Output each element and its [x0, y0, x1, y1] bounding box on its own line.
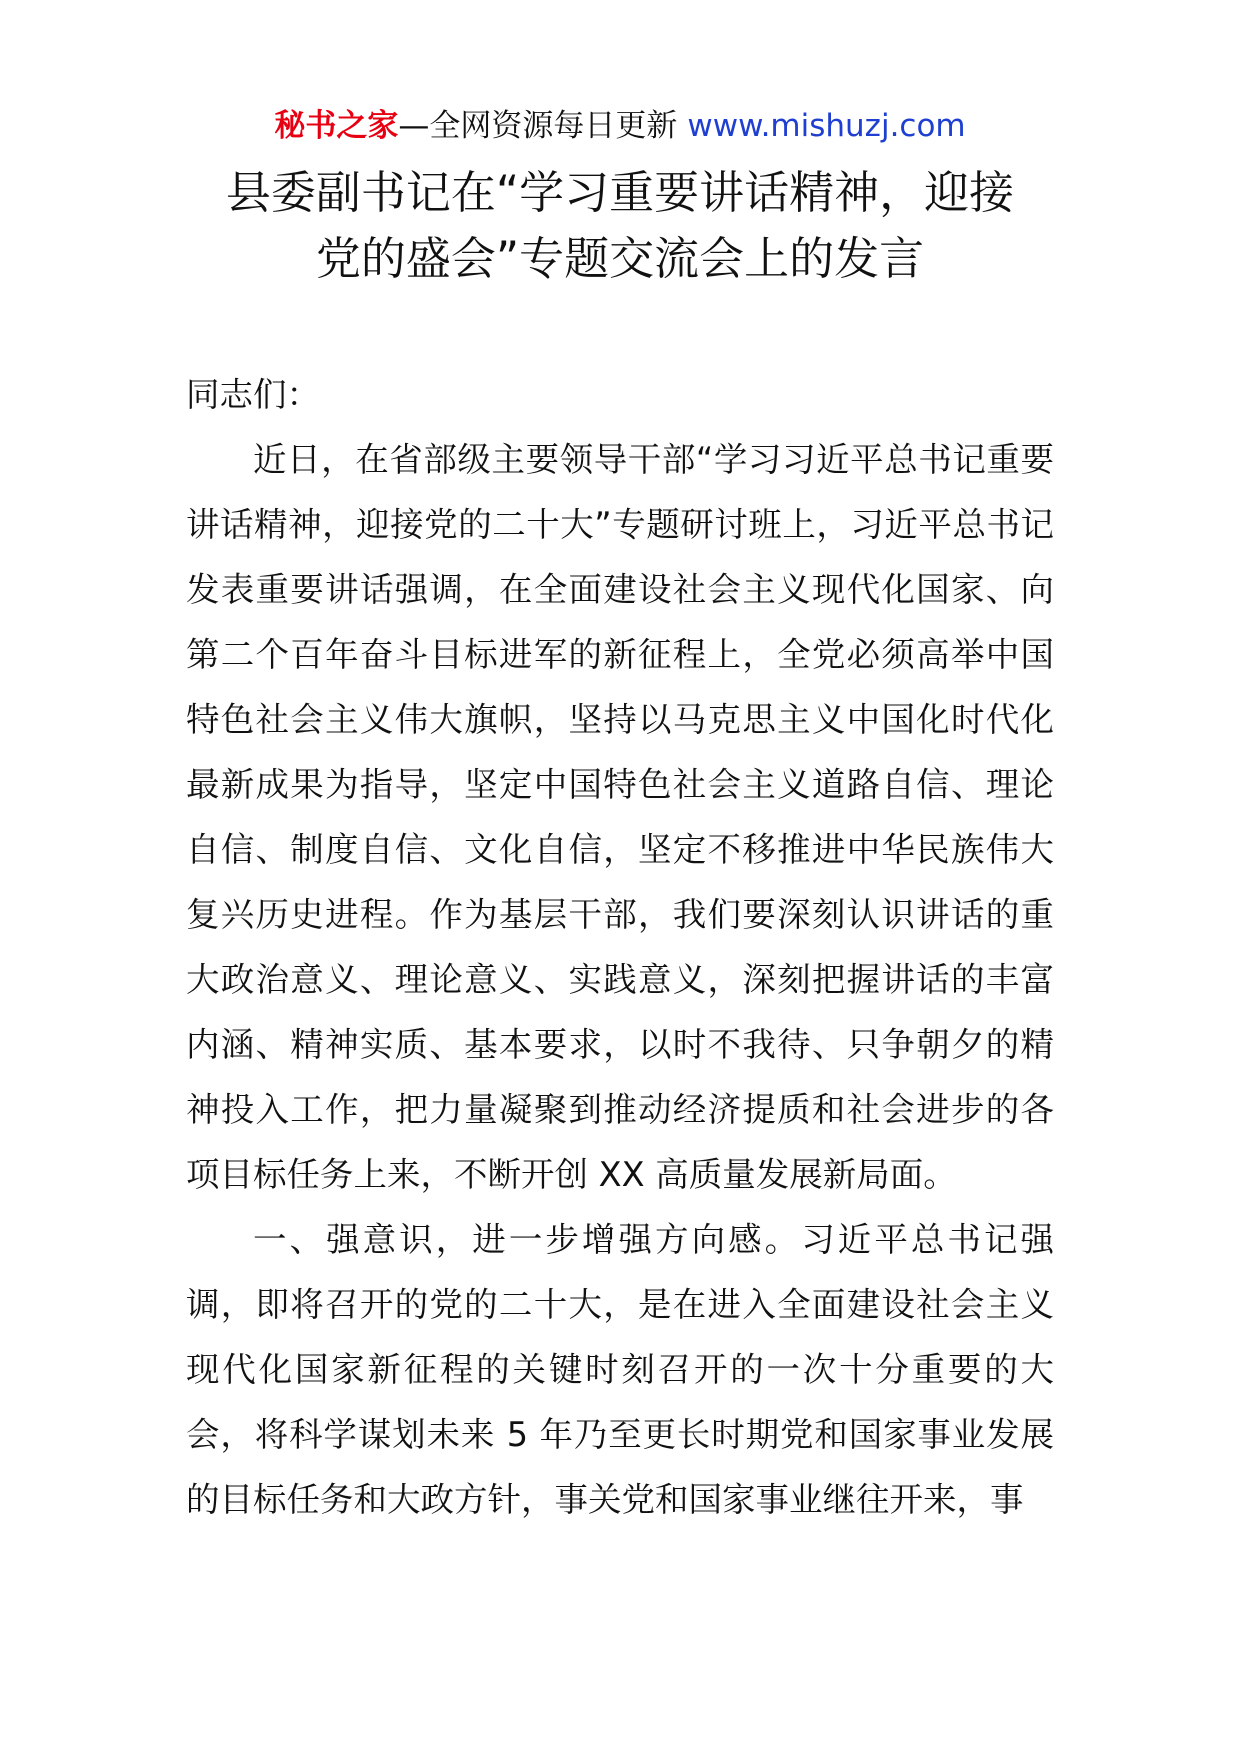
title-line-2: 党的盛会”专题交流会上的发言 [315, 232, 925, 285]
section-1-text: 习近平总书记强调，即将召开的党的二十大，是在进入全面建设社会主义现代化国家新征程的关键时刻召开的一次十分重要的大会，将科学谋划未来 5 年乃至更长时期党和国家事业发展的目标任务和大政方针，事关党和国家事业继往开来，事 [186, 1220, 1055, 1519]
site-header [0, 104, 1240, 148]
site-tagline: —全网资源每日更新 [398, 108, 678, 144]
site-brand: 秘书之家 [274, 108, 399, 144]
site-url-link[interactable]: www.mishuzj.com [687, 108, 966, 144]
paragraph-section-1 [186, 1207, 1054, 1532]
paragraph-intro: 近日，在省部级主要领导干部“学习习近平总书记重要讲话精神，迎接党的二十大”专题研讨班上，习近平总书记发表重要讲话强调，在全面建设社会主义现代化国家、向第二个百年奋斗目标进军的新征程上，全党必须高举中国特色社会主义伟大旗帜，坚持以马克思主义中国化时代化最新成果为指导，坚定中国特色社会主义道路自信、理论自信、制度自信、文化自信，坚定不移推进中华民族伟大复兴历史进程。作为基层干部，我们要深刻认识讲话的重大政治意义、理论意义、实践意义，深刻把握讲话的丰富内涵、精神实质、基本要求，以时不我待、只争朝夕的精神投入工作，把力量凝聚到推动经济提质和社会进步的各项目标任务上来，不断开创 XX 高质量发展新局面。 [186, 440, 1054, 1194]
document-body [186, 362, 1054, 1532]
title-line-1: 县委副书记在“学习重要讲话精神，迎接 [225, 166, 1015, 219]
document-title [150, 160, 1090, 292]
section-1-heading: 一、强意识，进一步增强方向感。 [253, 1220, 802, 1259]
salutation: 同志们： [186, 375, 320, 414]
